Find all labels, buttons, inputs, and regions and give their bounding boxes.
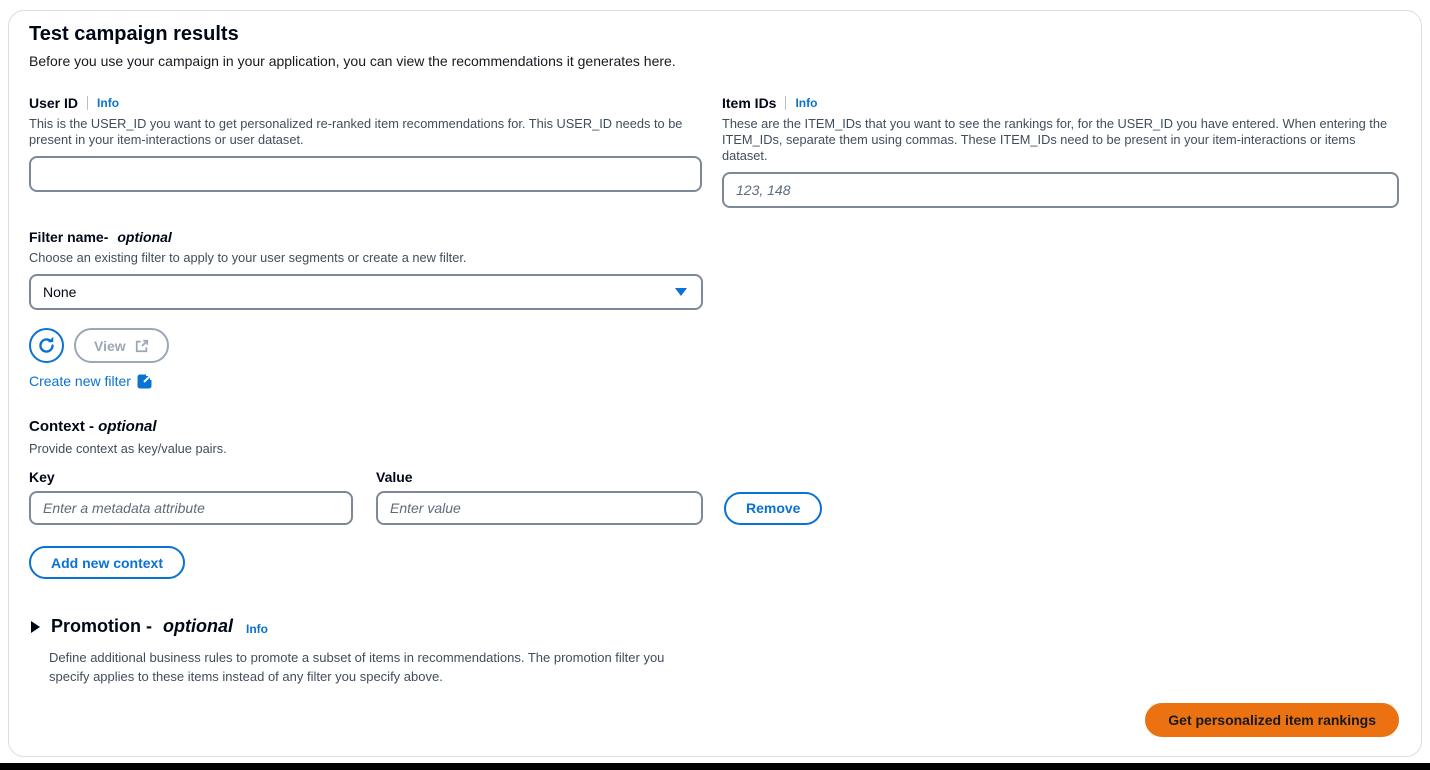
item-ids-label: Item IDs bbox=[722, 95, 777, 111]
context-key-label: Key bbox=[29, 469, 55, 485]
context-value-label: Value bbox=[376, 469, 413, 485]
filter-name-select[interactable] bbox=[29, 274, 703, 310]
id-fields-row bbox=[29, 94, 1399, 208]
external-link-filled-icon bbox=[137, 373, 153, 389]
create-new-filter-link[interactable] bbox=[29, 373, 153, 389]
promotion-section bbox=[29, 616, 1399, 686]
context-description: Provide context as key/value pairs. bbox=[29, 441, 227, 456]
context-kv-labels bbox=[29, 469, 1399, 485]
user-id-info-link[interactable]: Info bbox=[97, 96, 120, 110]
window-bottom-edge bbox=[0, 763, 1430, 770]
item-ids-input[interactable] bbox=[722, 172, 1399, 208]
item-ids-info-link[interactable]: Info bbox=[795, 96, 818, 110]
item-ids-description: These are the ITEM_IDs that you want to see the rankings for, for the USER_ID you have entered. When entering the ITEM_IDs, separate them using commas. These ITEM_IDs need to be present in your item-interactions or items dataset. bbox=[722, 116, 1388, 163]
context-section bbox=[29, 418, 1399, 579]
item-ids-field bbox=[722, 94, 1399, 208]
external-link-icon bbox=[135, 339, 149, 353]
context-value-input[interactable] bbox=[376, 491, 703, 525]
promotion-info-link[interactable]: Info bbox=[246, 621, 268, 636]
filter-name-optional-label: optional bbox=[117, 229, 172, 245]
user-id-label-row bbox=[29, 94, 702, 112]
context-kv-row bbox=[29, 491, 1399, 525]
view-filter-button[interactable] bbox=[74, 328, 169, 363]
filter-actions-row bbox=[29, 328, 1399, 363]
context-heading bbox=[29, 418, 1399, 437]
user-id-input[interactable] bbox=[29, 156, 702, 192]
chevron-down-icon bbox=[675, 288, 687, 296]
promotion-description: Define additional business rules to promote a subset of items in recommendations. The promotion filter you specify applies to these items instead of any filter you specify above. bbox=[49, 650, 665, 684]
filter-name-selected-value: None bbox=[43, 284, 77, 300]
remove-context-button[interactable]: Remove bbox=[724, 492, 822, 525]
context-key-input[interactable] bbox=[29, 491, 353, 525]
get-personalized-item-rankings-button[interactable]: Get personalized item rankings bbox=[1145, 703, 1399, 737]
promotion-label: Promotion - bbox=[51, 616, 152, 636]
refresh-filters-button[interactable] bbox=[29, 328, 64, 363]
filter-name-label: Filter name- bbox=[29, 229, 109, 245]
user-id-description: This is the USER_ID you want to get personalized re-ranked item recommendations for. This USER_ID needs to be present in your item-interactions or user dataset. bbox=[29, 116, 683, 147]
create-new-filter-link-label: Create new filter bbox=[29, 373, 131, 389]
context-optional-label: optional bbox=[98, 418, 157, 435]
filter-name-description: Choose an existing filter to apply to your user segments or create a new filter. bbox=[29, 250, 467, 265]
view-filter-button-label: View bbox=[94, 337, 126, 354]
page-title: Test campaign results bbox=[29, 23, 239, 45]
promotion-optional-label: optional bbox=[163, 616, 233, 636]
refresh-icon bbox=[37, 336, 56, 355]
label-divider bbox=[785, 96, 786, 110]
expand-caret-icon[interactable] bbox=[31, 621, 40, 633]
item-ids-label-row bbox=[722, 94, 1399, 112]
page-subtitle: Before you use your campaign in your application, you can view the recommendations it generates here. bbox=[29, 53, 676, 69]
user-id-field bbox=[29, 94, 702, 192]
context-label: Context - bbox=[29, 418, 94, 435]
user-id-label: User ID bbox=[29, 95, 79, 111]
promotion-heading bbox=[29, 616, 1399, 637]
filter-name-section bbox=[29, 228, 1399, 391]
filter-name-label-row bbox=[29, 228, 1399, 246]
add-new-context-button[interactable]: Add new context bbox=[29, 546, 185, 579]
label-divider bbox=[87, 96, 88, 110]
test-campaign-results-panel bbox=[8, 10, 1422, 757]
